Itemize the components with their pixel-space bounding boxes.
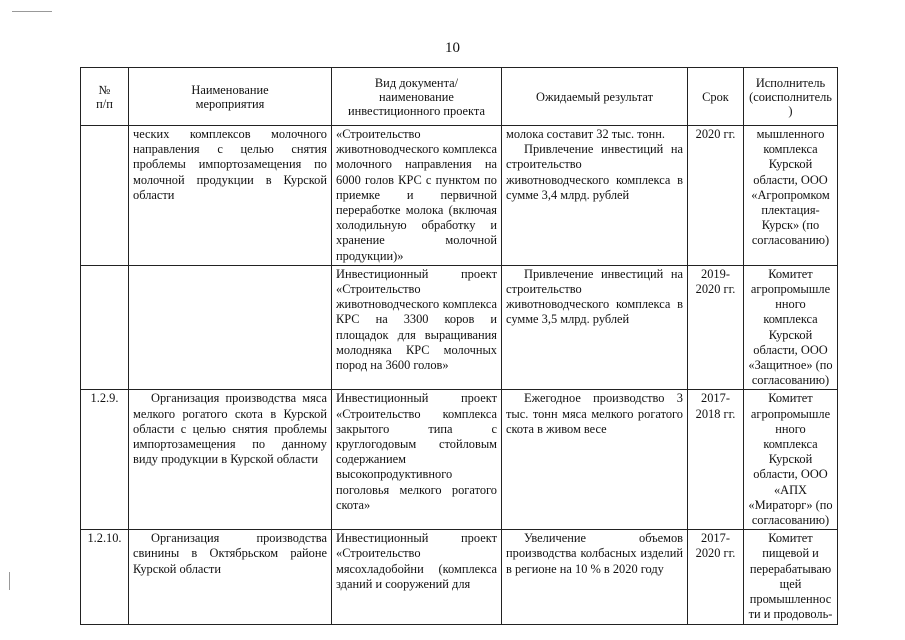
row-term: 2017-2018 гг. xyxy=(688,390,744,530)
table-row xyxy=(81,530,838,624)
header-line: п/п xyxy=(96,96,113,111)
header-line: мероприятия xyxy=(195,96,265,111)
header-term xyxy=(688,68,744,126)
row-document: Инвестиционный проект «Строительство животноводческого комплекса КРС на 3300 коров и площадок для выращивания молодняка КРС молочных пород на 3600 голов» xyxy=(332,265,502,390)
header-line: Срок xyxy=(702,89,729,104)
row-activity-name: Организация производства свинины в Октябрьском районе Курской области xyxy=(129,530,332,624)
header-line: инвестиционного проекта xyxy=(348,103,485,118)
header-executor xyxy=(744,68,838,126)
header-doc xyxy=(332,68,502,126)
row-document: «Строительство животноводческого комплекса молочного направления на 6000 голов КРС с пунктом по приемке и первичной переработке молока (включая холодильную обработку и хранение молочной продукции)» xyxy=(332,126,502,266)
row-executor: Комитет агропромышленного комплекса Курской области, ООО «Защитное» (по согласованию) xyxy=(744,265,838,390)
row-document: Инвестиционный проект «Строительство комплекса закрытого типа с круглогодовым стойловым содержанием высокопродуктивного поголовья мелкого рогатого скота» xyxy=(332,390,502,530)
row-number xyxy=(81,265,129,390)
row-number xyxy=(81,126,129,266)
header-name xyxy=(129,68,332,126)
header-line: № xyxy=(98,82,111,97)
row-activity-name xyxy=(129,265,332,390)
row-result xyxy=(502,265,688,390)
row-number: 1.2.10. xyxy=(81,530,129,624)
header-line: Ожидаемый результат xyxy=(536,89,653,104)
result-line: Привлечение инвестиций на строительство животноводческого комплекса в сумме 3,5 млрд. рублей xyxy=(506,266,683,327)
header-line: наименование xyxy=(379,89,454,104)
table-row xyxy=(81,265,838,390)
row-activity-name: ческих комплексов молочного направления с целью снятия проблемы импортозамещения по молочной продукции в Курской области xyxy=(129,126,332,266)
row-result xyxy=(502,126,688,266)
result-line: Увеличение объемов производства колбасных изделий в регионе на 10 % в 2020 году xyxy=(506,531,683,576)
row-number: 1.2.9. xyxy=(81,390,129,530)
activities-table xyxy=(80,67,838,625)
scan-artifact-top xyxy=(12,11,52,12)
table-header-row xyxy=(81,68,838,126)
row-term: 2020 гг. xyxy=(688,126,744,266)
row-term: 2019-2020 гг. xyxy=(688,265,744,390)
header-result xyxy=(502,68,688,126)
table-row xyxy=(81,390,838,530)
page-number: 10 xyxy=(445,40,460,56)
table-row xyxy=(81,126,838,266)
row-executor: Комитет агропромышленного комплекса Курской области, ООО «АПХ «Мираторг» (по согласованию) xyxy=(744,390,838,530)
result-line: Привлечение инвестиций на строительство животноводческого комплекса в сумме 3,4 млрд. рублей xyxy=(506,142,683,202)
header-line: (соисполнитель) xyxy=(749,89,832,118)
row-activity-name: Организация производства мяса мелкого рогатого скота в Курской области с целью снятия проблемы импортозамещения по данному виду продукции в Курской области xyxy=(129,390,332,530)
header-num xyxy=(81,68,129,126)
row-term: 2017-2020 гг. xyxy=(688,530,744,624)
scan-artifact-left xyxy=(9,572,10,590)
header-line: Вид документа/ xyxy=(374,75,459,90)
header-line: Наименование xyxy=(191,82,269,97)
row-document: Инвестиционный проект «Строительство мясохладобойни (комплекса зданий и сооружений для xyxy=(332,530,502,624)
row-executor: Комитет пищевой и перерабатывающей промышленности и продоволь- xyxy=(744,530,838,624)
row-executor: мышленного комплекса Курской области, ООО «Агропромкомплектация-Курск» (по согласованию) xyxy=(744,126,838,266)
header-line: Исполнитель xyxy=(755,75,826,90)
result-line: молока составит 32 тыс. тонн. xyxy=(506,127,665,141)
result-line: Ежегодное производство 3 тыс. тонн мяса мелкого рогатого скота в живом весе xyxy=(506,391,683,436)
row-result xyxy=(502,390,688,530)
row-result xyxy=(502,530,688,624)
